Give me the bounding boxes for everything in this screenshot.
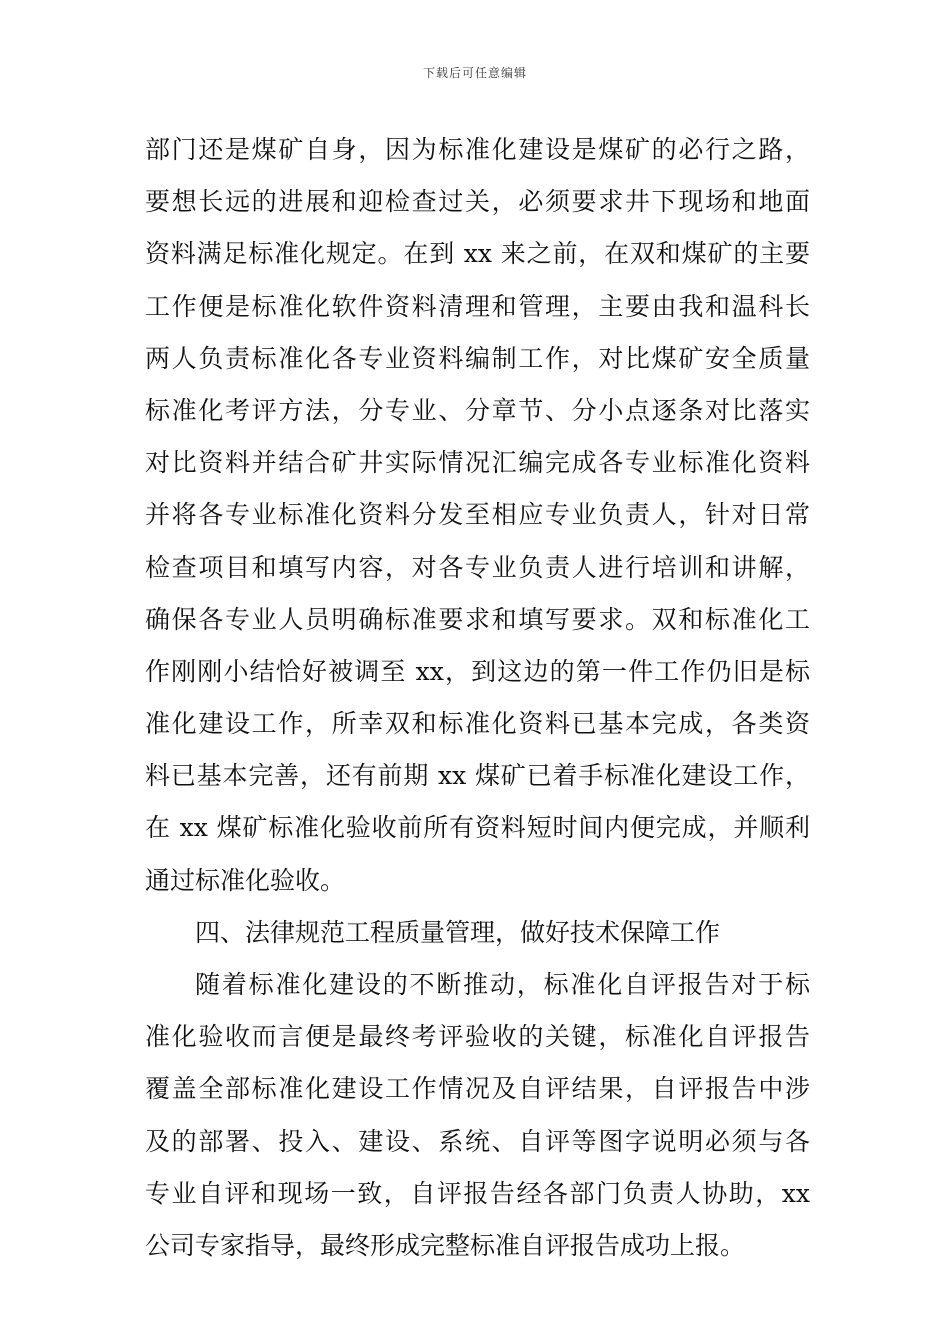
text-line: 专业自评和现场一致，自评报告经各部门负责人协助，xx bbox=[145, 1178, 810, 1208]
text-line: 通过标准化验收。 bbox=[145, 865, 346, 895]
text-line: 要想长远的进展和迎检查过关，必须要求井下现场和地面 bbox=[145, 187, 810, 217]
text-line: 部门还是煤矿自身，因为标准化建设是煤矿的必行之路， bbox=[145, 135, 810, 164]
text-line: 覆盖全部标准化建设工作情况及自评结果，自评报告中涉 bbox=[145, 1074, 810, 1104]
text-line: 对比资料并结合矿井实际情况汇编完成各专业标准化资料 bbox=[145, 448, 810, 478]
text-line: 两人负责标准化各专业资料编制工作，对比煤矿安全质量 bbox=[145, 343, 810, 373]
text-line: 并将各专业标准化资料分发至相应专业负责人，针对日常 bbox=[145, 500, 810, 530]
text-line: 随着标准化建设的不断推动，标准化自评报告对于标 bbox=[195, 970, 810, 999]
page-header: 下载后可任意编辑 bbox=[422, 66, 527, 80]
text-line: 准化建设工作，所幸双和标准化资料已基本完成，各类资 bbox=[145, 709, 810, 739]
text-line: 公司专家指导，最终形成完整标准自评报告成功上报。 bbox=[145, 1230, 746, 1260]
document-body bbox=[145, 124, 810, 1272]
text-line: 检查项目和填写内容，对各专业负责人进行培训和讲解， bbox=[145, 552, 810, 582]
text-line: 在 xx 煤矿标准化验收前所有资料短时间内便完成，并顺利 bbox=[145, 813, 810, 843]
text-line: 及的部署、投入、建设、系统、自评等图字说明必须与各 bbox=[145, 1126, 810, 1156]
section-heading: 四、法律规范工程质量管理，做好技术保障工作 bbox=[195, 917, 721, 947]
text-line: 资料满足标准化规定。在到 xx 来之前，在双和煤矿的主要 bbox=[145, 239, 810, 269]
text-line: 工作便是标准化软件资料清理和管理，主要由我和温科长 bbox=[145, 291, 810, 321]
text-line: 准化验收而言便是最终考评验收的关键，标准化自评报告 bbox=[145, 1022, 810, 1052]
text-line: 标准化考评方法，分专业、分章节、分小点逐条对比落实 bbox=[145, 395, 810, 425]
text-line: 作刚刚小结恰好被调至 xx，到这边的第一件工作仍旧是标 bbox=[145, 656, 810, 686]
text-line: 确保各专业人员明确标准要求和填写要求。双和标准化工 bbox=[145, 604, 810, 634]
text-line: 料已基本完善，还有前期 xx 煤矿已着手标准化建设工作， bbox=[145, 761, 810, 791]
